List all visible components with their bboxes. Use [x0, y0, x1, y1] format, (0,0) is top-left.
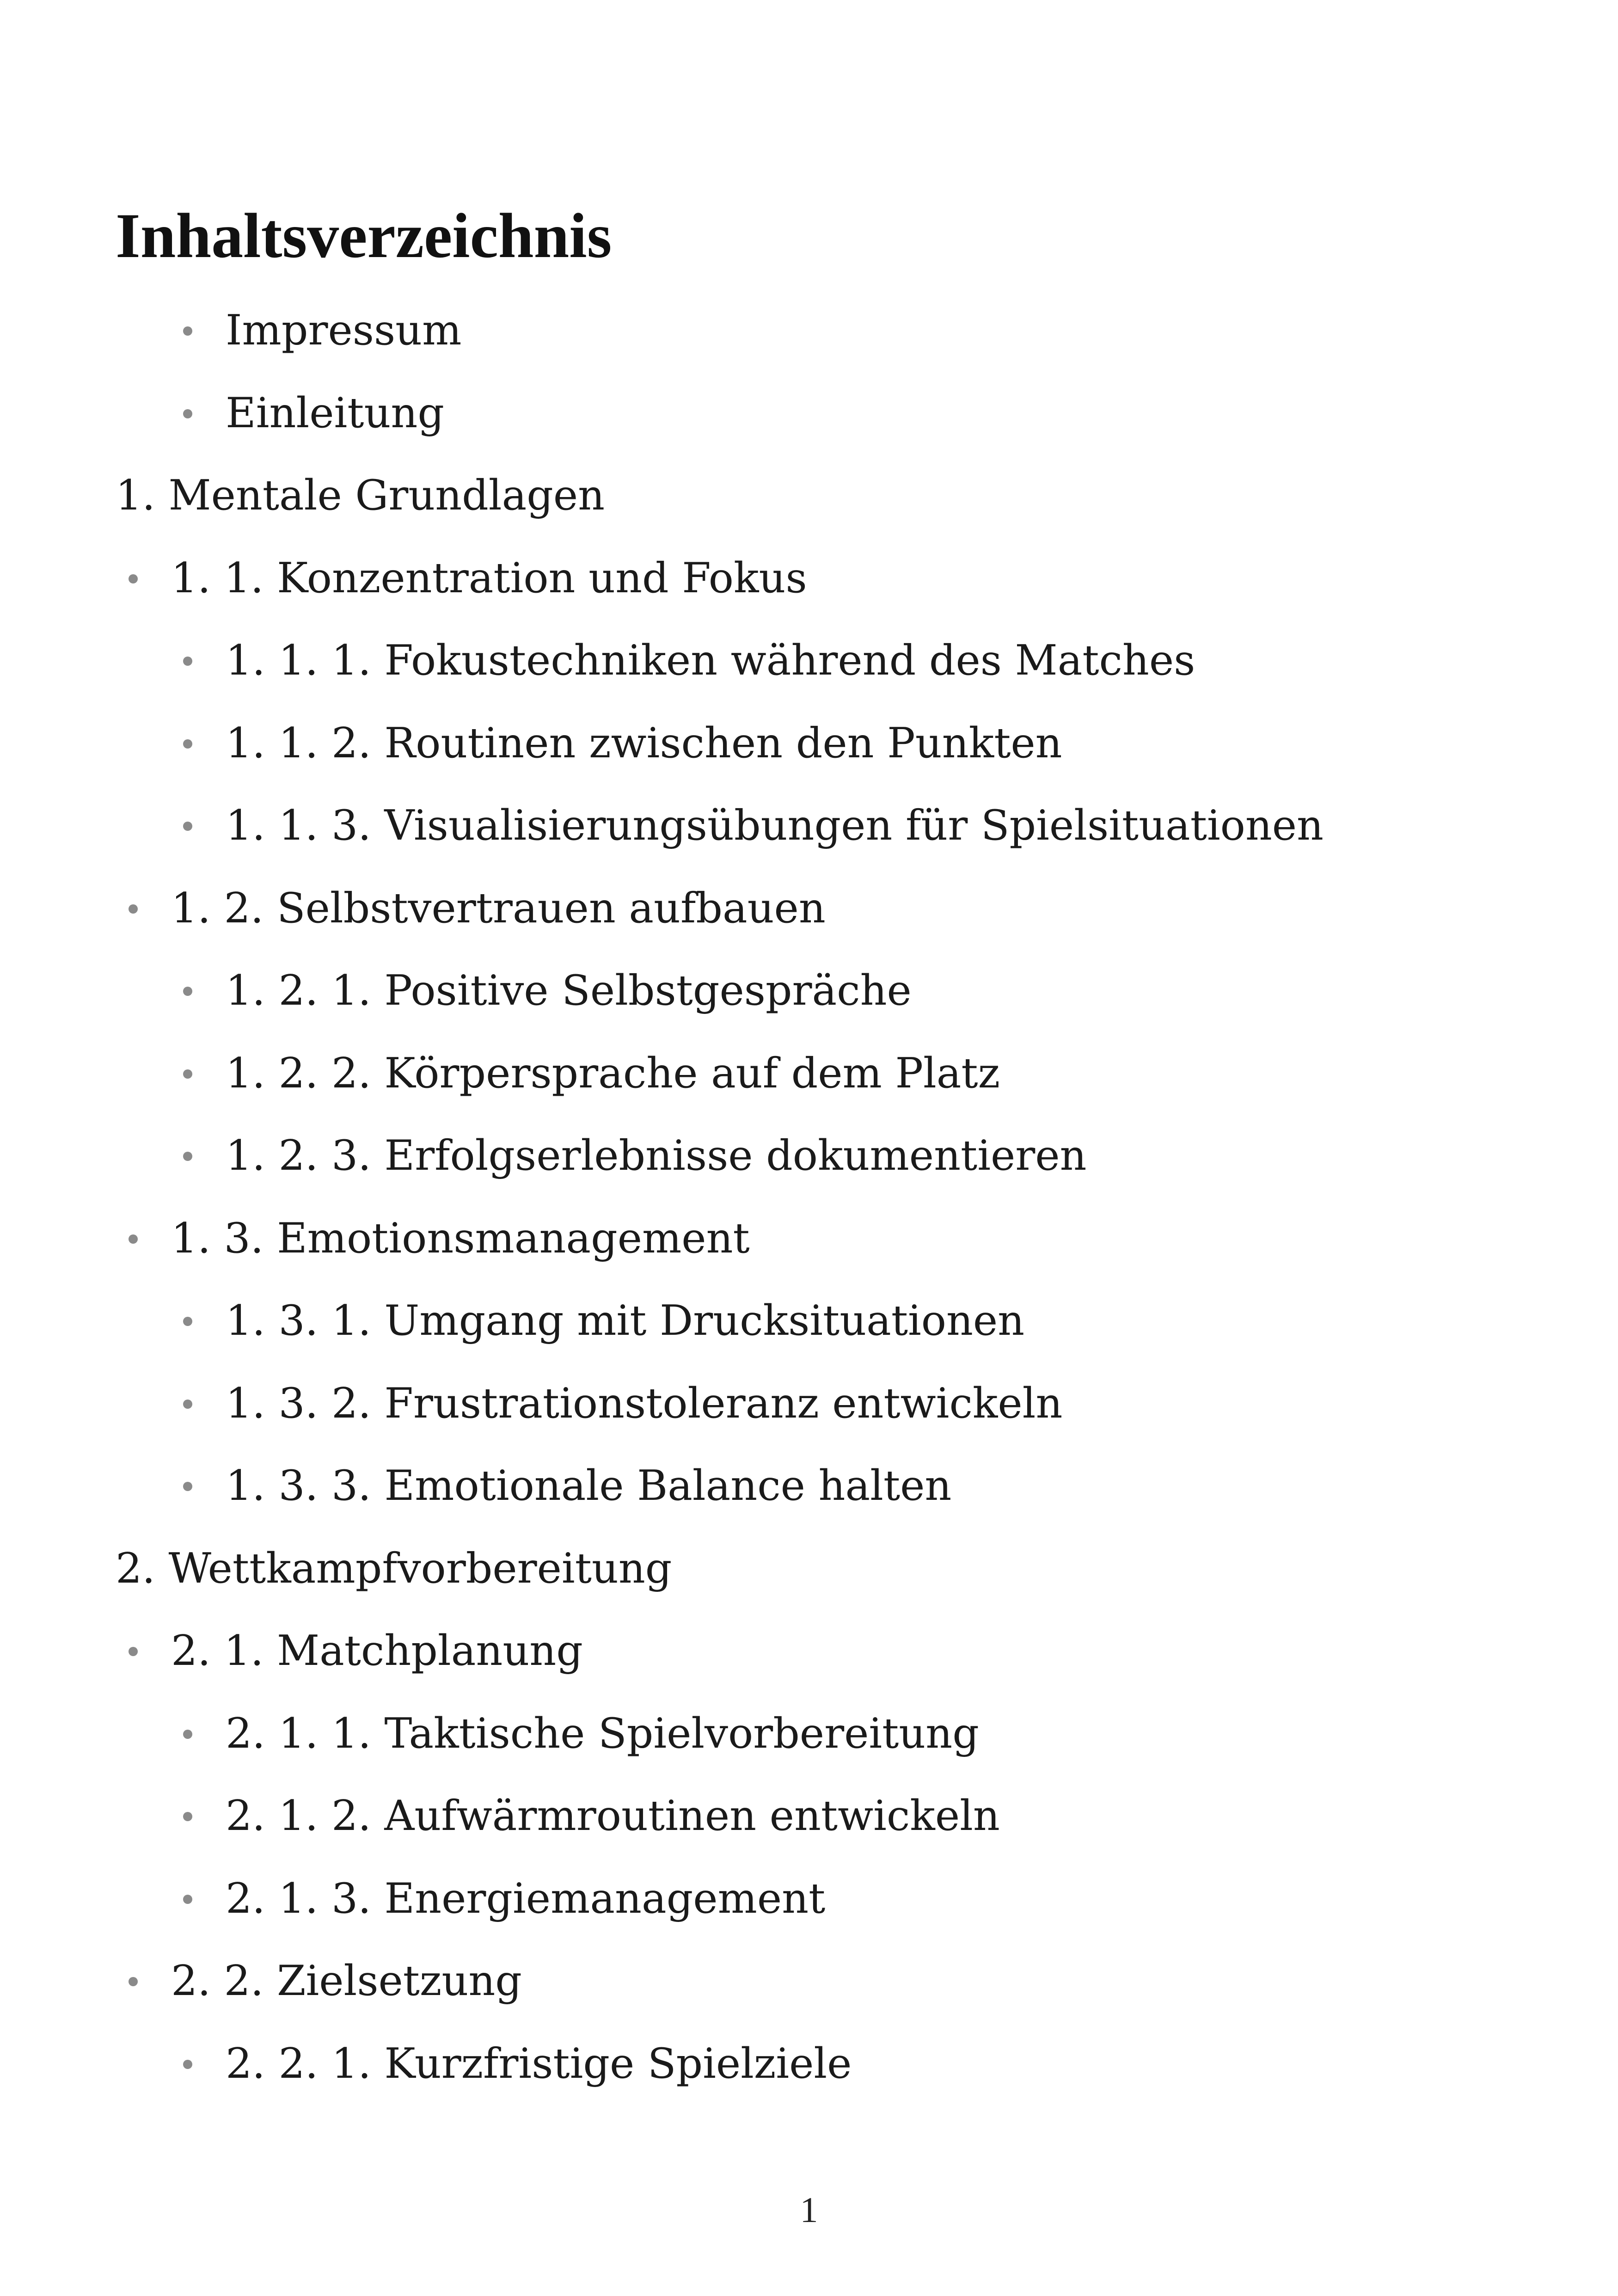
toc-entry-label: 2. 1. 2. Aufwärmroutinen entwickeln — [226, 1792, 1000, 1840]
bullet-icon — [183, 1069, 192, 1079]
bullet-icon — [183, 409, 192, 418]
toc-entry-label: 1. 2. 1. Positive Selbstgespräche — [226, 966, 912, 1015]
bullet-icon — [129, 1234, 138, 1244]
toc-entry-label: 1. 1. 2. Routinen zwischen den Punkten — [226, 719, 1062, 767]
page-title: Inhaltsverzeichnis — [116, 200, 612, 271]
toc-entry-label: 2. 2. Zielsetzung — [171, 1957, 522, 2005]
toc-entry-label: 1. 1. 3. Visualisierungsübungen für Spielsituationen — [226, 801, 1324, 850]
toc-entry-label: 1. 3. Emotionsmanagement — [171, 1214, 750, 1263]
bullet-icon — [129, 904, 138, 914]
toc-entry-label: 1. 1. Konzentration und Fokus — [171, 554, 807, 602]
toc-entry-label: 2. 1. 3. Energiemanagement — [226, 1874, 826, 1923]
bullet-icon — [129, 1977, 138, 1986]
toc-entry-label: Impressum — [226, 306, 462, 355]
bullet-icon — [183, 1482, 192, 1491]
toc-entry-label: 2. 2. 1. Kurzfristige Spielziele — [226, 2039, 852, 2088]
page-number: 1 — [800, 2190, 818, 2230]
bullet-icon — [183, 1730, 192, 1739]
bullet-icon — [183, 1152, 192, 1161]
toc-entry-label: 1. 3. 3. Emotionale Balance halten — [226, 1461, 952, 1510]
bullet-icon — [183, 1317, 192, 1326]
toc-entry-label: 1. 1. 1. Fokustechniken während des Matches — [226, 636, 1195, 685]
toc-entry-label: 1. 3. 1. Umgang mit Drucksituationen — [226, 1296, 1025, 1345]
bullet-icon — [183, 326, 192, 336]
toc-entry-label: 1. 2. 2. Körpersprache auf dem Platz — [226, 1049, 1000, 1098]
toc-entry-label: 2. 1. 1. Taktische Spielvorbereitung — [226, 1709, 979, 1758]
toc-entry-label: 1. 2. Selbstvertrauen aufbauen — [171, 884, 826, 933]
toc-entry-label: 1. Mentale Grundlagen — [116, 471, 605, 520]
toc-entry-label: 2. Wettkampfvorbereitung — [116, 1544, 672, 1593]
bullet-icon — [183, 822, 192, 831]
bullet-icon — [183, 2060, 192, 2069]
bullet-icon — [183, 1812, 192, 1821]
bullet-icon — [183, 987, 192, 996]
bullet-icon — [183, 1400, 192, 1409]
toc-entry-label: 2. 1. Matchplanung — [171, 1627, 583, 1675]
bullet-icon — [183, 657, 192, 666]
toc-entry-label: 1. 2. 3. Erfolgserlebnisse dokumentieren — [226, 1131, 1087, 1180]
bullet-icon — [183, 739, 192, 749]
toc-entry-label: 1. 3. 2. Frustrationstoleranz entwickeln — [226, 1379, 1063, 1428]
bullet-icon — [183, 1895, 192, 1904]
bullet-icon — [129, 574, 138, 583]
toc-entry-label: Einleitung — [226, 389, 444, 437]
bullet-icon — [129, 1647, 138, 1656]
